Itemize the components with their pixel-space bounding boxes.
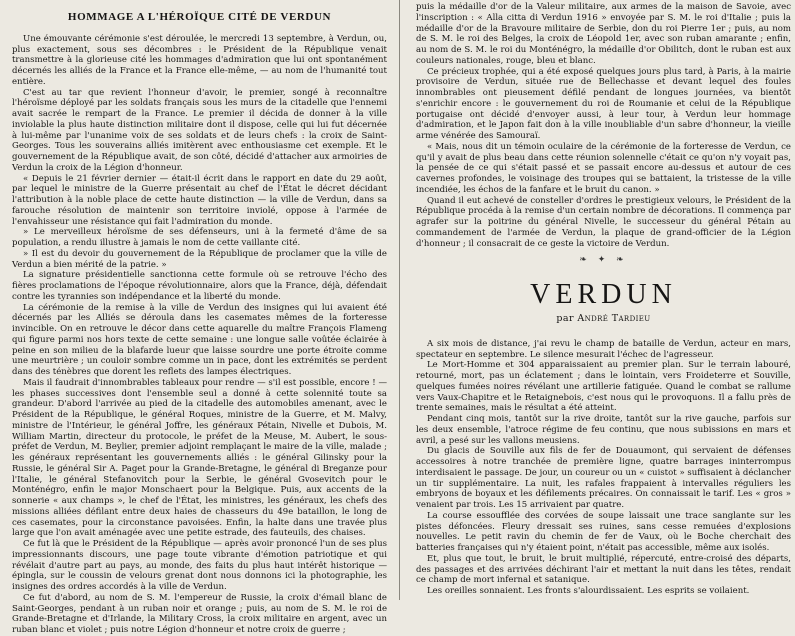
tribute-paragraph: La signature présidentielle sanctionna cette formule où se retrouve l'écho des fières proclamations de l'époque révolutionnaire, alors que la France, déjà, défendait contre les tyrannies son indépendance et la liberté du monde. <box>12 270 387 302</box>
column-divider <box>399 0 400 600</box>
tribute-paragraph: « Depuis le 21 février dernier — était-il écrit dans le rapport en date du 29 août, par lequel le ministre de la Guerre présentait au chef de l'État le décret décidant l'attribution à la noble place de cette haute distinction — la ville de Verdun, dans sa farouche résolution de maintenir son territoire inviolé, oppose à l'armée de l'envahisseur une résistance qui fait l'admiration du monde. <box>12 173 387 227</box>
section-ornament: ❧ ✦ ❧ <box>579 255 628 266</box>
article-paragraph: Du glacis de Souville aux fils de fer de Douaumont, qui servaient de défenses accessoires à notre tranchée de première ligne, quatre barrages ininterrompus interdisaient le passage. De jour, un coureur ou un « cuistot » suffisaient à déclancher un tir supplémentaire. La nuit, les rafales frappaient à intervalles réguliers les embryons de boyaux et les défilements précaires. On connaissait le tarif. Les « gros » venaient par trois. Les 15 arrivaient par quatre. <box>416 446 791 510</box>
article-title: VERDUN <box>530 279 677 310</box>
tribute-paragraph: » Il est du devoir du gouvernement de la République de proclamer que la ville de Verdun a bien mérité de la patrie. » <box>12 248 387 270</box>
article-paragraph: La course essoufflée des corvées de soupe laissait une trace sanglante sur les pistes défoncées. Fleury dressait ses ruines, sans cesse remuées d'explosions nouvelles. Le petit ravin du chemin de fer de Vaux, où le Boche cherchait des batteries françaises qui n'y étaient point, n'était pas accessible, même aux isolés. <box>416 510 791 553</box>
article-paragraph: Le Mort-Homme et 304 apparaissaient au premier plan. Sur le terrain labouré, retourné, mort, pas un éclatement ; dans le lointain, vers Froideterre et Souville, quelques fumées noires révélant une artillerie fatiguée. Quand le combat se rallume vers Vaux-Chapitre et le Retaignebois, c'est nous qui le provoquons. Il a fallu près de trente semaines, mais le résultat a été atteint. <box>416 360 791 414</box>
tribute-paragraph: Mais il faudrait d'innombrables tableaux pour rendre — s'il est possible, encore ! — les phases successives dont l'ensemble seul a donné à cette solennité toute sa grandeur. D'abord l'arrivée au pied de la citadelle des automobiles amenant, avec le Président de la République, le général Roques, ministre de la Guerre, et M. Malvy, ministre de l'Intérieur, le général Joffre, les généraux Pétain, Nivelle et Dubois, M. William Martin, directeur du protocole, le préfet de la Meuse, M. Aubert, le sous-préfet de Verdun, M. Beylier, premier adjoint remplaçant le maire de la ville, malade ; les généraux représentant les gouvernements alliés : le général Gilinsky pour la Russie, le général Sir A. Paget pour la Grande-Bretagne, le général di Breganze pour l'Italie, le général Stefanovitch pour la Serbie, le général Gvosevitch pour le Monténégro, enfin le major Monschaert pour la Belgique. Puis, aux accents de la sonnerie « aux champs », le chef de l'État, les ministres, les généraux, les chefs des missions alliées défilant entre deux haies de chasseurs du 49e bataillon, le long de ces casemates, pour la circonstance pavoisées. Enfin, la halte dans une travée plus large que l'on avait aménagée avec une petite estrade, des fauteuils, des chaises. <box>12 377 387 539</box>
tribute-paragraph: C'est au tar que revient l'honneur d'avoir, le premier, songé à reconnaître l'héroïsme déployé par les soldats français sous les murs de la citadelle que l'ennemi avait sacrée le rempart de la France. Le premier il décida de donner à la ville inviolable la plus haute distinction militaire dont il dispose, celle qui lui fut décernée à lui-même par l'unanime voix de ses soldats et de leurs chefs : la croix de Saint-Georges. Tous les souverains alliés imitèrent avec enthousiasme cet exemple. Et le gouvernement de la République avait, de son côté, décidé d'attacher aux armoiries de Verdun la croix de la Légion d'honneur. <box>12 87 387 173</box>
right-column <box>416 2 791 597</box>
tribute-paragraph: « Mais, nous dit un témoin oculaire de la cérémonie de la forteresse de Verdun, ce qu'il y avait de plus beau dans cette réunion solennelle c'était ce qu'on n'y voyait pas, la pensée de ce qui s'était passé et se passait encore au-dessus et autour de ces cavernes profondes, le voisinage des troupes qui se battaient, la tristesse de la ville incendiée, les échos de la fanfare et le bruit du canon. » <box>416 141 791 195</box>
tribute-paragraph: Ce précieux trophée, qui a été exposé quelques jours plus tard, à Paris, à la mairie provisoire de Verdun, située rue de Bellechasse et devant lequel des foules innombrables ont pieusement défilé pendant de longues journées, va bientôt s'enrichir encore : le gouvernement du roi de Roumanie et celui de la République portugaise ont décidé d'envoyer aussi, à leur tour, à Verdun leur hommage d'admiration, et le Japon fait don à la ville inoubliable d'un sabre d'honneur, la vieille arme vénérée des Samouraï. <box>416 66 791 141</box>
left-column <box>12 4 387 636</box>
tribute-paragraph: Ce fut d'abord, au nom de S. M. l'empereur de Russie, la croix d'émail blanc de Saint-Georges, pendant à un ruban noir et orange ; puis, au nom de S. M. le roi de Grande-Bretagne et d'Irlande, la Military Cross, la croix militaire en argent, avec un ruban blanc et violet ; puis notre Légion d'honneur et notre croix de guerre ; <box>12 592 387 635</box>
tribute-paragraph: Quand il eut achevé de consteller d'ordres le prestigieux velours, le Président de la République procéda à la remise d'un certain nombre de décorations. Il commença par agrafer sur la poitrine du général Nivelle, le successeur du général Pétain au commandement de l'armée de Verdun, la plaque de grand-officier de la Légion d'honneur ; il consacrait de ce geste la victoire de Verdun. <box>416 195 791 249</box>
tribute-heading: HOMMAGE A L'HÉROÏQUE CITÉ DE VERDUN <box>67 11 332 23</box>
article-paragraph: Pendant cinq mois, tantôt sur la rive droite, tantôt sur la rive gauche, parfois sur les deux ensemble, l'atroce régime de feu continu, que nous subissions en mars et avril, a pesé sur les vallons meusiens. <box>416 414 791 446</box>
article-paragraph: Et, plus que tout, le bruit, le bruit multiplié, répercuté, entre-croisé des départs, des passages et des arrivées déchirant l'air et mettant la nuit dans les têtes, rendait ce champ de mort infernal et satanique. <box>416 553 791 586</box>
byline-prefix: par <box>556 313 574 324</box>
tribute-continuation: puis la médaille d'or de la Valeur militaire, aux armes de la maison de Savoie, avec l'inscription : « Alla citta di Verdun 1916 » envoyée par S. M. le roi d'Italie ; puis la médaille d'or de la Bravoure militaire de Serbie, don du roi Pierre 1er ; puis, au nom de S. M. le roi des Belges, la croix de Léopold 1er, avec son ruban amarante ; enfin, au nom de S. M. le roi du Monténégro, la médaille d'or Obilitch, dont le ruban est aux couleurs nationales, rouge, bleu et blanc. <box>416 2 791 66</box>
tribute-paragraph: La cérémonie de la remise à la ville de Verdun des insignes qui lui avaient été décernés par les Alliés se déroula dans les casemates mêmes de la forteresse invincible. On en retrouve le décor dans cette aquarelle du maître François Flameng qui figure parmi nos hors texte de cette semaine : une longue salle voûtée éclairée à peine en son milieu de la blafarde lueur que laisse sourdre une porte étroite comme une meurtrière ; un couloir sombre comme un in pace, dont les extrémités se perdent dans des ténèbres que dorent les reflets des lampes électriques. <box>12 302 387 377</box>
tribute-paragraph: » Le merveilleux héroïsme de ses défenseurs, uni à la fermeté d'âme de sa population, a rendu illustre à jamais le nom de cette vaillante cité. <box>12 227 387 248</box>
tribute-paragraph: Ce fut là que le Président de la République — après avoir prononcé l'un de ses plus impressionnants discours, une page toute vibrante d'émotion patriotique et qui révélait d'autre part au pays, au monde, des faits du plus haut intérêt historique — épingla, sur le coussin de velours grenat dont nous donnons ici la photographie, les insignes des ordres accordés à la ville de Verdun. <box>12 539 387 592</box>
article-paragraph: Les oreilles sonnaient. Les fronts s'alourdissaient. Les esprits se voilaient. <box>427 586 750 596</box>
byline-author: André Tardieu <box>577 313 651 324</box>
article-paragraph: A six mois de distance, j'ai revu le champ de bataille de Verdun, acteur en mars, spectateur en septembre. Le silence mesurait l'échec de l'agresseur. <box>416 338 791 360</box>
tribute-paragraph: Une émouvante cérémonie s'est déroulée, le mercredi 13 septembre, à Verdun, ou, plus exactement, sous ses décombres : le Président de la République venait transmettre à la glorieuse cité les hommages d'admiration que lui ont spontanément décernés les alliés de la France et la France elle-même, — au nom de l'humanité tout entière. <box>12 33 387 87</box>
article-byline <box>416 314 791 325</box>
